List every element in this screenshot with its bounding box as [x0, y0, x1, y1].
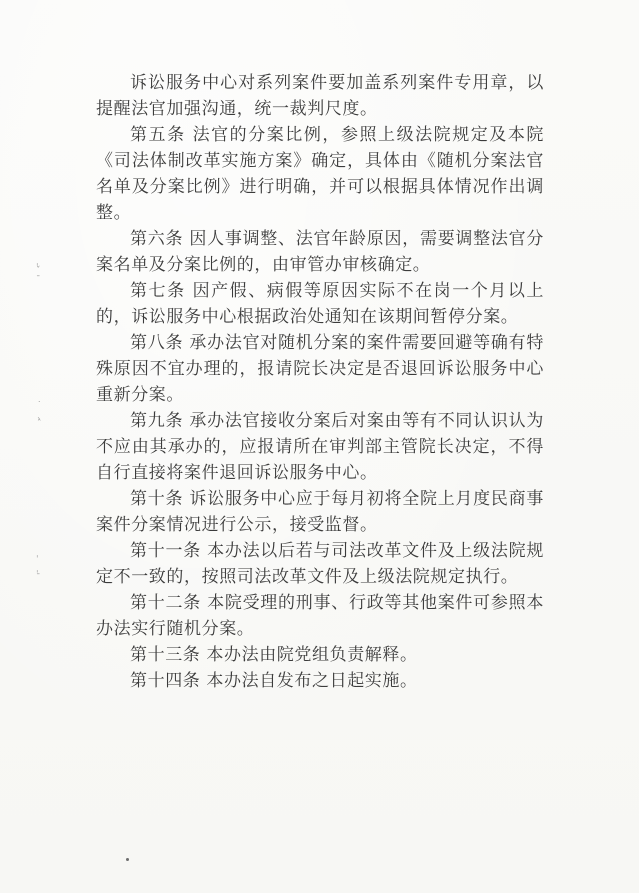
article-8: 第八条 承办法官对随机分案的案件需要回避等确有特殊原因不宜办理的，报请院长决定是否退回诉讼服务中心重新分案。: [96, 333, 544, 405]
article-13: 第十三条 本办法由院党组负责解释。: [130, 645, 418, 665]
article-10: 第十条 诉讼服务中心应于每月初将全院上月度民商事案件分案情况进行公示，接受监督。: [96, 489, 544, 535]
binding-mark-top: ˌ ˇ ˉ: [36, 257, 41, 285]
binding-mark-middle: ˙ ˎ ˆ: [37, 401, 42, 429]
article-6: 第六条 因人事调整、法官年龄原因，需要调整法官分案名单及分案比例的，由审管办审核确定。: [96, 229, 544, 275]
paragraph-intro: 诉讼服务中心对系列案件要加盖系列案件专用章，以提醒法官加强沟通，统一裁判尺度。: [96, 73, 544, 119]
article-7: 第七条 因产假、病假等原因实际不在岗一个月以上的，诉讼服务中心根据政治处通知在该期间暂停分案。: [96, 281, 544, 327]
document-body: [96, 70, 544, 694]
article-9: 第九条 承办法官接收分案后对案由等有不同认识认为不应由其承办的，应报请所在审判部主管院长决定，不得自行直接将案件退回诉讼服务中心。: [96, 411, 544, 483]
article-5: 第五条 法官的分案比例，参照上级法院规定及本院《司法体制改革实施方案》确定，具体由《随机分案法官名单及分案比例》进行明确，并可以根据具体情况作出调整。: [96, 125, 544, 223]
article-12: 第十二条 本院受理的刑事、行政等其他案件可参照本办法实行随机分案。: [96, 593, 544, 639]
article-14: 第十四条 本办法自发布之日起实施。: [130, 671, 418, 691]
page-speck: [126, 858, 129, 861]
article-11: 第十一条 本办法以后若与司法改革文件及上级法院规定不一致的，按照司法改革文件及上级法院规定执行。: [96, 541, 544, 587]
binding-mark-bottom: ˈ ˌ ˉ: [36, 555, 41, 583]
